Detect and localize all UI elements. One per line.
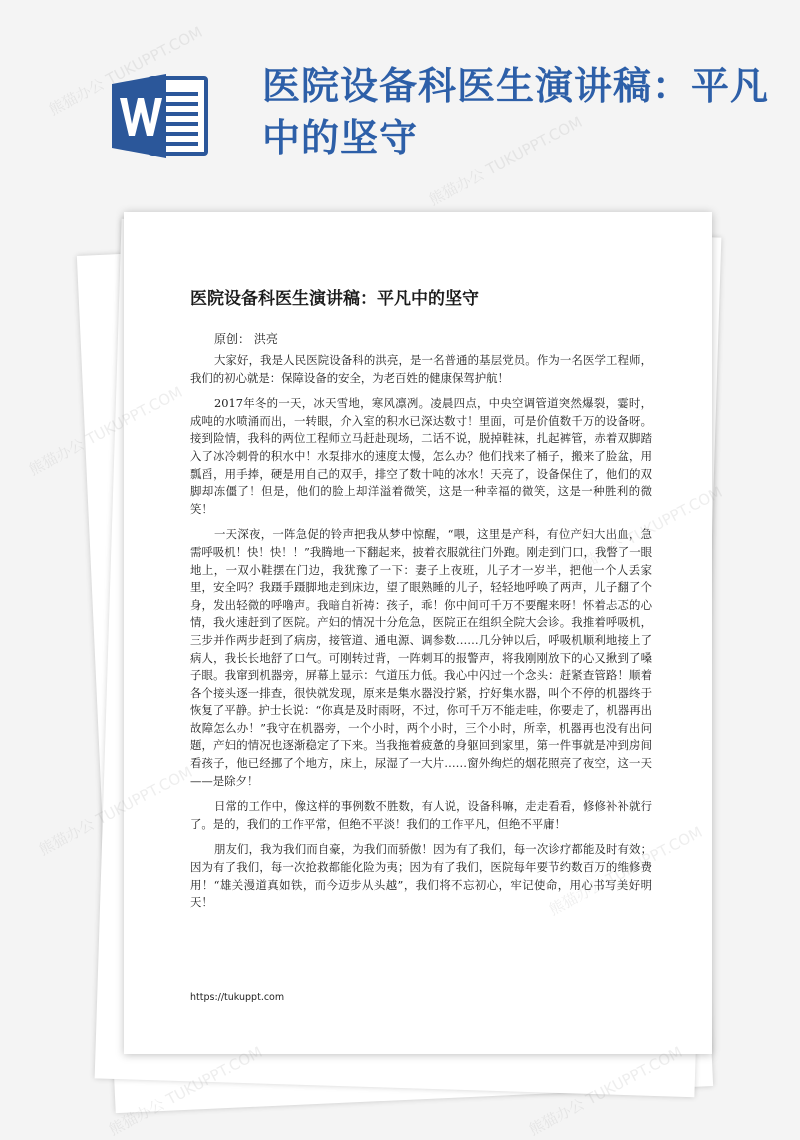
watermark: 熊猫办公 TUKUPPT.COM [46,22,206,119]
paragraph: 日常的工作中，像这样的事例数不胜数，有人说，设备科嘛，走走看看，修修补补就行了。是的，我们的工作平常，但绝不平淡！我们的工作平凡，但绝不平庸！ [190,799,652,831]
watermark: 熊猫办公 TUKUPPT.COM [426,112,586,209]
watermark: 熊猫办公 [26,434,88,479]
banner [0,0,800,200]
watermark: 熊猫办公 [36,814,98,859]
word-document-icon [112,72,212,160]
paragraph: 朋友们，我为我们而自豪，为我们而骄傲！因为有了我们，每一次诊疗都能及时有效；因为有了我们，每一次抢救都能化险为夷；因为有了我们，医院每年要节约数百万的维修费用！“雄关漫道真如铁，而今迈步从头越”，我们将不忘初心，牢记使命，用心书写美好明天！ [190,842,652,910]
paragraph: 一天深夜，一阵急促的铃声把我从梦中惊醒，“喂，这里是产科，有位产妇大出血，急需呼吸机！快！快！！”我腾地一下翻起来，披着衣服就往门外跑。刚走到门口，我瞥了一眼地上，一双小鞋摆在门边，我犹豫了一下：妻子上夜班，儿子才一岁半，把他一个人丢家里，安全吗？我蹑手蹑脚地走到床边，望了眼熟睡的儿子，轻轻地呼唤了两声，儿子翻了个身，发出轻微的呼噜声。我暗自祈祷：孩子，乖！你中间可千万不要醒来呀！怀着忐忑的心情，我火速赶到了医院。产妇的情况十分危急，医院正在组织全院大会诊。我推着呼吸机，三步并作两步赶到了病房，接管道、通电源、调参数……几分钟以后，呼吸机顺利地接上了病人，我长长地舒了口气。可刚转过背，一阵刺耳的报警声，将我刚刚放下的心又揪到了嗓子眼。我窜到机器旁，屏幕上显示：气道压力低。我心中闪过一个念头：赶紧查管路！顺着各个接头逐一排查，很快就发现，原来是集水器没拧紧，拧好集水器，叫个不停的机器终于恢复了平静。护士长说：“你真是及时雨呀，不过，你可千万不能走哇，你要走了，机器再出故障怎么办！”我守在机器旁，一个小时，两个小时，三个小时，所幸，机器再也没有出问题，产妇的情况也逐渐稳定了下来。当我拖着疲惫的身躯回到家里，第一件事就是冲到房间看孩子，他已经挪了个地方，床上，尿湿了一大片……窗外绚烂的烟花照亮了夜空，这一天——是除夕！ [190,527,652,788]
document-body [190,352,652,920]
banner-title: 医院设备科医生演讲稿：平凡中的坚守 [262,64,770,160]
document-title: 医院设备科医生演讲稿：平凡中的坚守 [190,289,479,309]
paragraph: 大家好，我是人民医院设备科的洪亮，是一名普通的基层党员。作为一名医学工程师，我们的初心就是：保障设备的安全，为老百姓的健康保驾护航！ [190,353,652,385]
document-author: 原创： 洪亮 [214,332,278,346]
paragraph: 2017年冬的一天，冰天雪地，寒风凛冽。凌晨四点，中央空调管道突然爆裂，霎时，成吨的水喷涌而出，一转眼，介入室的积水已深达数寸！里面，可是价值数千万的设备呀。接到险情，我科的两位工程师立马赶赴现场，二话不说，脱掉鞋袜，扎起裤管，赤着双脚踏入了冰冷刺骨的积水中！水泵排水的速度太慢，怎么办？他们找来了桶子，搬来了脸盆，用瓢舀，用手捧，硬是用自己的双手，排空了数十吨的冰水！天亮了，设备保住了，他们的双脚却冻僵了！但是，他们的脸上却洋溢着微笑，这是一种幸福的微笑，这是一种胜利的微笑！ [190,396,652,516]
footer-url: https://tukuppt.com [190,992,285,1003]
